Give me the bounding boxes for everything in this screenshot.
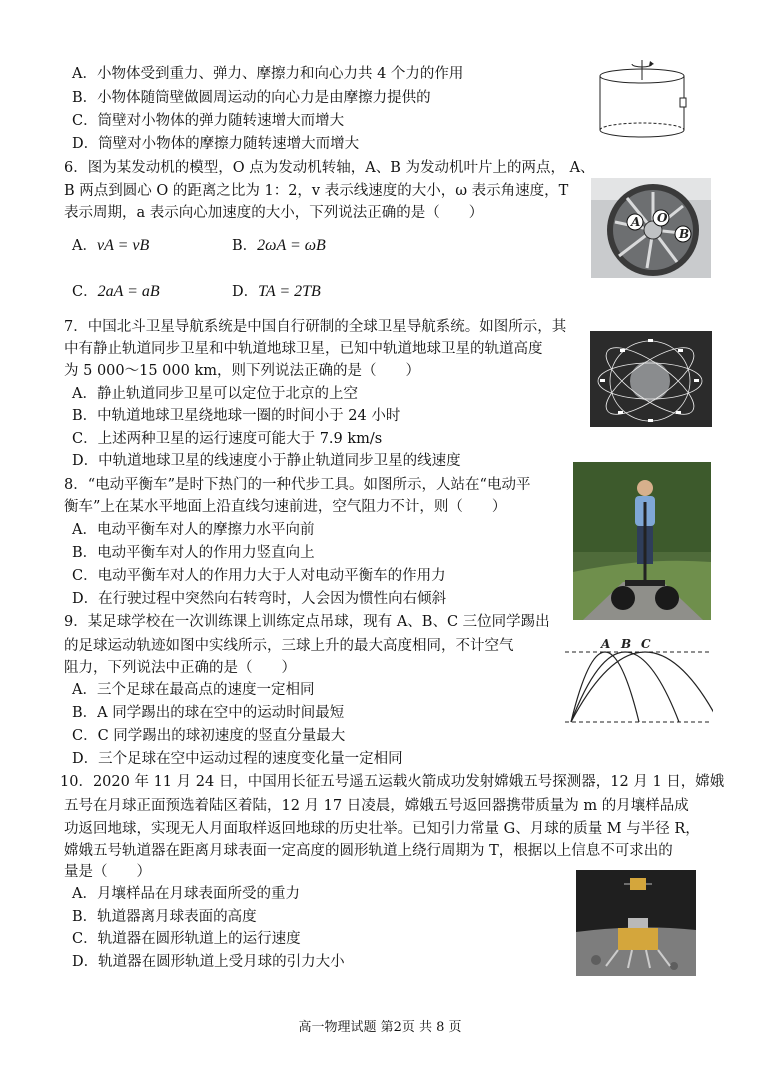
engine-label-b: B: [679, 227, 690, 241]
q10-stem-line-5: 量是（ ）: [64, 864, 151, 880]
q7-option-a: A．静止轨道同步卫星可以定位于北京的上空: [72, 386, 358, 402]
rotating-cylinder-figure: [594, 56, 690, 144]
engine-photo: [591, 178, 711, 278]
engine-label-a: A: [631, 215, 641, 229]
q5-option-c: C．筒壁对小物体的弹力随转速增大而增大: [72, 113, 345, 129]
q10-option-c: C．轨道器在圆形轨道上的运行速度: [72, 931, 301, 947]
q6-stem-line-3: 表示周期，a 表示向心加速度的大小，下列说法正确的是（ ）: [64, 205, 484, 221]
q6-stem-line-2: B 两点到圆心 O 的距离之比为 1：2，v 表示线速度的大小，ω 表示角速度，T: [64, 183, 569, 199]
q5-option-b: B．小物体随筒壁做圆周运动的向心力是由摩擦力提供的: [72, 90, 431, 106]
q9-option-c: C．C 同学踢出的球初速度的竖直分量最大: [72, 728, 346, 744]
q10-stem-line-1: 10．2020 年 11 月 24 日，中国用长征五号遥五运载火箭成功发射嫦娥五号探测器，12 月 1 日，嫦娥: [60, 774, 725, 790]
balance-scooter-photo: [573, 462, 711, 620]
q9-option-a: A．三个足球在最高点的速度一定相同: [72, 682, 315, 698]
page-footer: 高一物理试题 第2页 共 8 页: [298, 1020, 462, 1035]
engine-label-o: O: [657, 211, 668, 225]
q8-option-c: C．电动平衡车对人的作用力大于人对电动平衡车的作用力: [72, 568, 446, 584]
q8-option-b: B．电动平衡车对人的作用力竖直向上: [72, 545, 315, 561]
q6-option-b: B．2ωA = ωB: [232, 237, 326, 254]
satellite-network-photo: [590, 331, 712, 427]
q10-stem-line-2: 五号在月球正面预选着陆区着陆，12 月 17 日凌晨，嫦娥五号返回器携带质量为 m 的月壤样品成: [64, 798, 689, 814]
q10-option-a: A．月壤样品在月球表面所受的重力: [72, 886, 300, 902]
trajectory-label-a: A: [601, 637, 611, 651]
q10-stem-line-3: 功返回地球，实现无人月面取样返回地球的历史壮举。已知引力常量 G、月球的质量 M 与半径 R，: [64, 821, 700, 837]
q8-option-a: A．电动平衡车对人的摩擦力水平向前: [72, 522, 315, 538]
q7-stem-line-2: 中有静止轨道同步卫星和中轨道地球卫星，已知中轨道地球卫星的轨道高度: [64, 341, 543, 357]
q7-option-c: C．上述两种卫星的运行速度可能大于 7.9 km/s: [72, 431, 383, 447]
q9-stem-line-1: 9．某足球学校在一次训练课上训练定点吊球，现有 A、B、C 三位同学踢出: [64, 614, 550, 630]
lunar-lander-photo: [576, 870, 696, 976]
q10-stem-line-4: 嫦娥五号轨道器在距离月球表面一定高度的圆形轨道上绕行周期为 T，根据以上信息不可求出的: [64, 843, 673, 859]
q10-option-d: D．轨道器在圆形轨道上受月球的引力大小: [72, 954, 345, 970]
trajectory-label-c: C: [641, 637, 651, 651]
q7-stem-line-1: 7．中国北斗卫星导航系统是中国自行研制的全球卫星导航系统。如图所示，其: [64, 319, 567, 335]
q8-option-d: D．在行驶过程中突然向右转弯时，人会因为惯性向右倾斜: [72, 591, 447, 607]
q5-option-a: A．小物体受到重力、弹力、摩擦力和向心力共 4 个力的作用: [72, 66, 464, 82]
q6-stem-line-1: 6．图为某发动机的模型，O 点为发动机转轴，A、B 为发动机叶片上的两点， A、: [64, 160, 595, 176]
q6-option-d: D．TA = 2TB: [232, 283, 321, 300]
q7-option-d: D．中轨道地球卫星的线速度小于静止轨道同步卫星的线速度: [72, 453, 461, 469]
q9-option-b: B．A 同学踢出的球在空中的运动时间最短: [72, 705, 345, 721]
q9-stem-line-3: 阻力，下列说法中正确的是（ ）: [64, 660, 296, 676]
q6-option-a: A．vA = vB: [72, 237, 150, 254]
q8-stem-line-1: 8．“电动平衡车”是时下热门的一种代步工具。如图所示，人站在“电动平: [64, 477, 531, 493]
q10-option-b: B．轨道器离月球表面的高度: [72, 909, 257, 925]
q7-stem-line-3: 为 5 000～15 000 km，则下列说法正确的是（ ）: [64, 363, 420, 379]
football-trajectory-diagram: [563, 636, 713, 728]
trajectory-label-b: B: [621, 637, 632, 651]
q5-option-d: D．筒壁对小物体的摩擦力随转速增大而增大: [72, 136, 360, 152]
q9-stem-line-2: 的足球运动轨迹如图中实线所示，三球上升的最大高度相同，不计空气: [64, 638, 514, 654]
q6-option-c: C．2aA = aB: [72, 283, 160, 300]
q9-option-d: D．三个足球在空中运动过程的速度变化量一定相同: [72, 751, 403, 767]
q7-option-b: B．中轨道地球卫星绕地球一圈的时间小于 24 小时: [72, 408, 401, 424]
q8-stem-line-2: 衡车”上在某水平地面上沿直线匀速前进，空气阻力不计，则（ ）: [64, 499, 507, 515]
